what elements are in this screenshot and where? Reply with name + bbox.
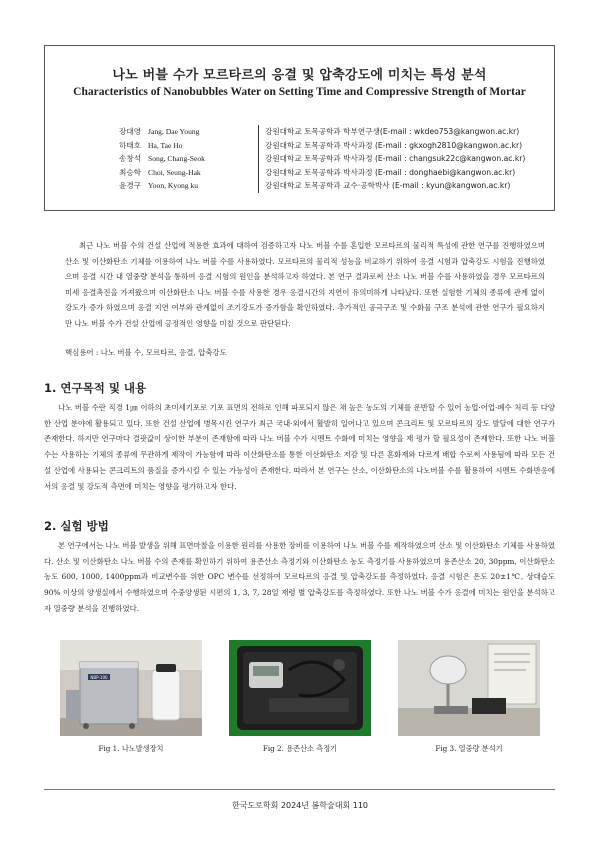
- section-2-heading: 2. 실험 방법: [44, 519, 109, 533]
- figure-dissolved-oxygen-meter: [229, 640, 371, 736]
- author-name-english: Song, Chang-Seok: [148, 154, 205, 164]
- section-1-body: 나노 버블 수란 직경 1㎛ 이하의 초미세기포로 기포 표면의 전하로 인해 파포되지 않은 채 높은 농도의 기체를 운반할 수 있어 농업·어업·폐수 처리 등 다양한 산업 분야에 활용되고 있다. 또한 건설 산업에 병목시킨 연구가 최근 국내·외에서 활발히 일어나고 있으며 콘크리트 및 모르타르의 강도 발달에 대한 연구가 존재한다. 하지만 연구마다 결괏값이 상이한 부분이 존재함에 따라 나노 버블 수가 시멘트 수화에 미치는 영향을 재 평가 할 필요성이 존재한다. 또한 나노 버블 수는 사용하는 기체의 종류에 무관하게 제작이 가능함에 따라 이산화탄소를 통한 이산화탄소 저감 및 다른 혼화재와 다르게 배합 수로써 사용됨에 따라 모든 건설 산업에 사용되는 콘크리트의 품질을 증가시킬 수 있는 가능성이 존재한다. 따라서 본 연구는 산소, 이산화탄소의 나노버블 수를 활용하여 시멘트 수화반응에서의 응결 및 강도적 측면에 미치는 영향을 평가하고자 한다.: [44, 403, 555, 491]
- author-affiliation: 강원대학교 토목공학과 박사과정 (E-mail : gkxogh2810@kangwon.ac.kr): [258, 139, 522, 153]
- paper-title-korean: 나노 버블 수가 모르타르의 응결 및 압축강도에 미치는 특성 분석: [112, 68, 487, 83]
- author-name-english: Choi, Seung-Hak: [148, 167, 201, 177]
- figure-2-caption: Fig 2. 용존산소 측정기: [262, 744, 338, 753]
- author-row: [119, 139, 525, 153]
- author-name-korean: 송창석: [119, 154, 142, 164]
- author-name-korean: 장대영: [119, 127, 142, 136]
- title-box: [44, 45, 555, 211]
- dissolved-oxygen-meter-photo: [229, 640, 371, 736]
- author-row: [119, 179, 525, 193]
- section-2-body: 본 연구에서는 나노 버블 발생을 위해 표면마찰을 이용한 원리를 사용한 장비를 이용하여 나노 버블 수를 제작하였으며 산소 및 이산화탄소 기체를 사용하였다. 산소 및 이산화탄소 나노 버블 수의 존재를 확인하기 위하여 용존산소 측정기와 이산화탄소 농도 측정기를 사용하였으며 용존산소 20, 30ppm, 이산화탄소 농도 600, 1000, 1400ppm과 비교변수를 위한 OPC 변수를 선정하여 모르타르의 응결 및 압축강도를 측정하였다. 응결 시험은 온도 20±1℃, 상대습도 90% 이상의 양생실에서 수행하였으며 수중양생된 시편의 1, 3, 7, 28일 재령 별 압축강도를 측정하였다. 또한 나노 버블 수가 응결에 미치는 원인을 분석하고자 열중량 분석을 진행하였다.: [44, 541, 555, 613]
- author-affiliation: 강원대학교 토목공학과 박사과정 (E-mail : donghaebi@kangwon.ac.kr): [258, 166, 515, 180]
- section-1-heading: 1. 연구목적 및 내용: [44, 381, 147, 395]
- author-row: [119, 125, 525, 139]
- nanobubble-generator-photo: [60, 640, 202, 736]
- author-affiliation: 강원대학교 토목공학과 학부연구생(E-mail : wkdeo753@kangwon.ac.kr): [258, 125, 519, 139]
- author-name-korean: 윤경구: [119, 181, 142, 191]
- figure-thermogravimetric-analyzer: [398, 640, 540, 736]
- author-row: [119, 166, 525, 180]
- paper-title-english: Characteristics of Nanobubbles Water on Setting Time and Compressive Strength of Mortar: [73, 86, 526, 98]
- author-affiliation: 강원대학교 토목공학과 박사과정 (E-mail : changsuk22c@kangwon.ac.kr): [258, 152, 525, 166]
- author-name-english: Yoon, Kyong ku: [148, 181, 199, 191]
- author-row: [119, 152, 525, 166]
- footer-divider: [44, 789, 555, 790]
- keywords: 핵심용어 : 나노 버블 수, 모르타르, 응결, 압축강도: [65, 348, 227, 357]
- figure-1-caption: Fig 1. 나노발생장치: [98, 744, 164, 753]
- author-name-korean: 하태호: [119, 140, 142, 150]
- thermogravimetric-analyzer-photo: [398, 640, 540, 736]
- author-name-english: Jang, Dae Young: [148, 127, 200, 136]
- figure-nanobubble-generator: [60, 640, 202, 736]
- abstract: 최근 나노 버블 수의 건설 산업에 적용한 효과에 대하여 검증하고자 나노 버블 수를 혼입한 모르타르의 물리적 특성에 관한 연구를 진행하였으며 산소 및 이산화탄소 기체를 이용하여 나노 버블 수를 사용하였다. 모르타르의 물리적 성능을 비교하기 위하여 응결 시험과 압축강도 시험을 진행하였으며 응결 시간 내 열중량 분석을 통하여 응결 시험의 원인을 분석하고자 하였다. 본 연구 결과로써 산소 나노 버블 수를 사용하였을 경우 모르타르의 미세 응결촉진을 가져왔으며 이산화탄소 나노 버블 수를 사용한 경우 응결시간의 지연이 유의미하게 나타났다. 또한 실험한 기체의 종류에 관계 없이 강도가 증가 하였으며 응결 지연 여부와 관계없이 조기강도가 증가함을 확인하였다. 추가적인 공극구조 및 수화물 구조 분석에 관한 연구가 필요하지만 나노 버블 수가 건설 산업에 긍정적인 영향을 미칠 것으로 판단된다.: [65, 241, 545, 328]
- author-affiliation: 강원대학교 토목공학과 교수·공학박사 (E-mail : kyun@kangwon.ac.kr): [258, 179, 510, 193]
- page-footer: 한국도로학회 2024년 봄학술대회 110: [232, 801, 368, 810]
- device-label: NBP-100: [90, 675, 108, 680]
- figure-3-caption: Fig 3. 열중량 분석기: [435, 744, 503, 753]
- author-list: [119, 125, 525, 193]
- author-name-korean: 최승학: [119, 167, 142, 177]
- author-name-english: Ha, Tae Ho: [148, 140, 183, 150]
